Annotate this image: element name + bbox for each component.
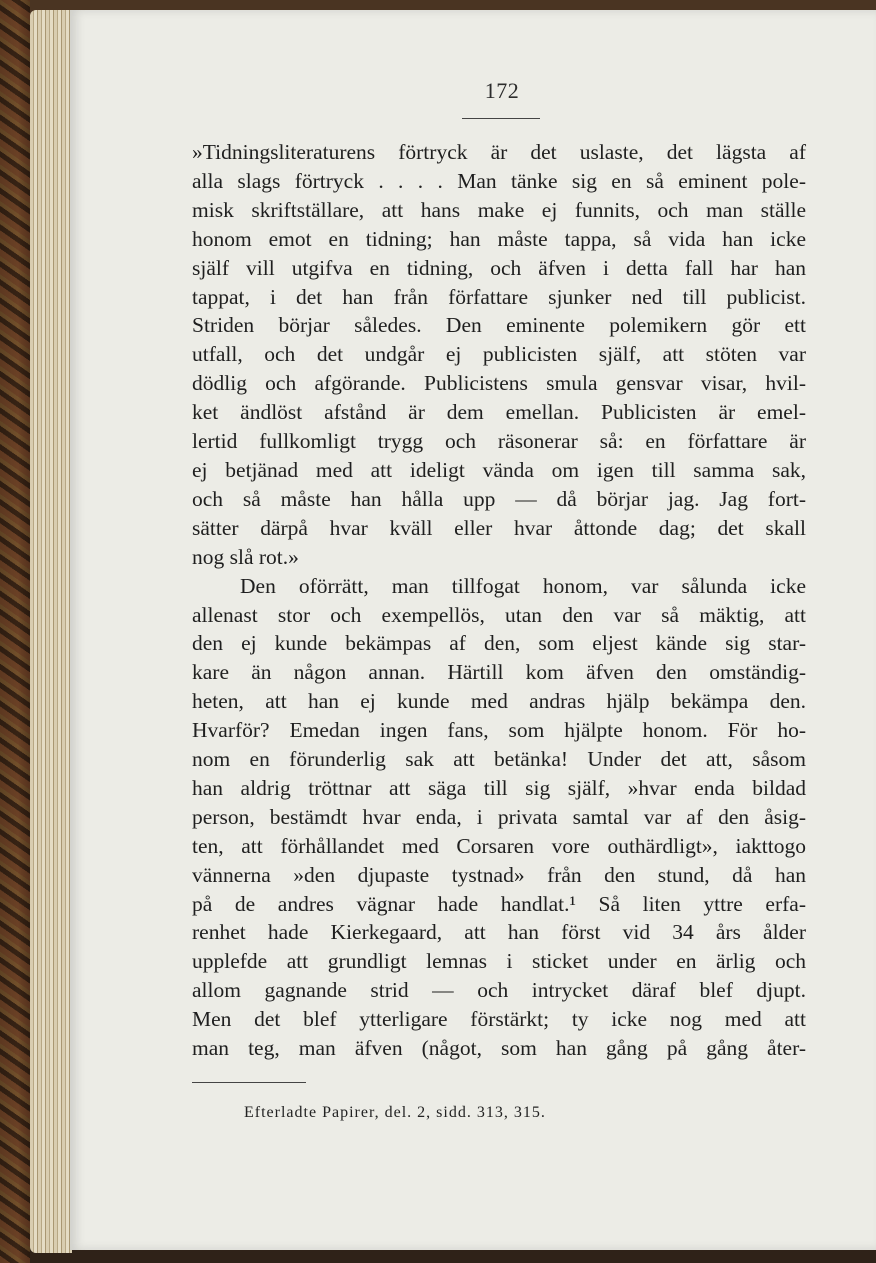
text-line: utfall, och det undgår ej publicisten själf, att stöten var <box>192 342 806 367</box>
text-line: man teg, man äfven (något, som han gång på gång åter- <box>192 1036 806 1061</box>
text-line: nog slå rot.» <box>192 544 299 569</box>
text-line: renhet hade Kierkegaard, att han först vid 34 års ålder <box>192 920 806 945</box>
text-line: och så måste han hålla upp — då börjar jag. Jag fort- <box>192 486 806 511</box>
text-line: Hvarför? Emedan ingen fans, som hjälpte honom. För ho- <box>192 718 806 743</box>
text-line: vännerna »den djupaste tystnad» från den stund, då han <box>192 862 806 887</box>
footnote: Efterladte Papirer, del. 2, sidd. 313, 315. <box>244 1104 546 1121</box>
text-line: Men det blef ytterligare förstärkt; ty icke nog med att <box>192 1007 806 1032</box>
text-line: allenast stor och exempellös, utan den var så mäktig, att <box>192 602 806 627</box>
text-line: sätter därpå hvar kväll eller hvar åttonde dag; det skall <box>192 515 806 540</box>
page-edges <box>30 10 72 1253</box>
book-binding <box>0 0 30 1263</box>
text-line: allom gagnande strid — och intrycket däraf blef djupt. <box>192 978 806 1003</box>
text-line: kare än någon annan. Härtill kom äfven den omständig- <box>192 660 806 685</box>
text-line: alla slags förtryck . . . . Man tänke sig en så eminent pole- <box>192 168 806 193</box>
text-line: misk skriftställare, att hans make ej funnits, och man ställe <box>192 197 806 222</box>
text-line: upplefde att grundligt lemnas i sticket under en ärlig och <box>192 949 806 974</box>
text-line: Striden börjar således. Den eminente polemikern gör ett <box>192 313 806 338</box>
page-number: 172 <box>484 78 520 103</box>
text-line: dödlig och afgörande. Publicistens smula gensvar visar, hvil- <box>192 371 806 396</box>
body-text <box>192 138 806 1063</box>
text-line: Den oförrätt, man tillfogat honom, var sålunda icke <box>240 573 806 598</box>
text-line: tappat, i det han från författare sjunker ned till publicist. <box>192 284 806 309</box>
footnote-rule <box>192 1082 306 1083</box>
text-line: person, bestämdt hvar enda, i privata samtal var af den åsig- <box>192 804 806 829</box>
text-line: lertid fullkomligt trygg och räsonerar så: en författare är <box>192 429 806 454</box>
text-line: ten, att förhållandet med Corsaren vore outhärdligt», iakttogo <box>192 833 806 858</box>
text-line: honom emot en tidning; han måste tappa, så vida han icke <box>192 226 806 251</box>
text-line: nom en förunderlig sak att betänka! Under det att, såsom <box>192 747 806 772</box>
text-line: han aldrig tröttnar att säga till sig själf, »hvar enda bildad <box>192 775 806 800</box>
text-line: på de andres vägnar hade handlat.¹ Så liten yttre erfa- <box>192 891 806 916</box>
text-line: ket ändlöst afstånd är dem emellan. Publicisten är emel- <box>192 400 806 425</box>
text-line: ej betjänad med att ideligt vända om igen till samma sak, <box>192 457 806 482</box>
text-line: själf vill utgifva en tidning, och äfven i detta fall har han <box>192 255 806 280</box>
page-number-rule <box>462 118 540 119</box>
text-line: den ej kunde bekämpas af den, som eljest kände sig star- <box>192 631 806 656</box>
text-line: heten, att han ej kunde med andras hjälp bekämpa den. <box>192 689 806 714</box>
text-line: »Tidningsliteraturens förtryck är det uslaste, det lägsta af <box>192 140 806 164</box>
